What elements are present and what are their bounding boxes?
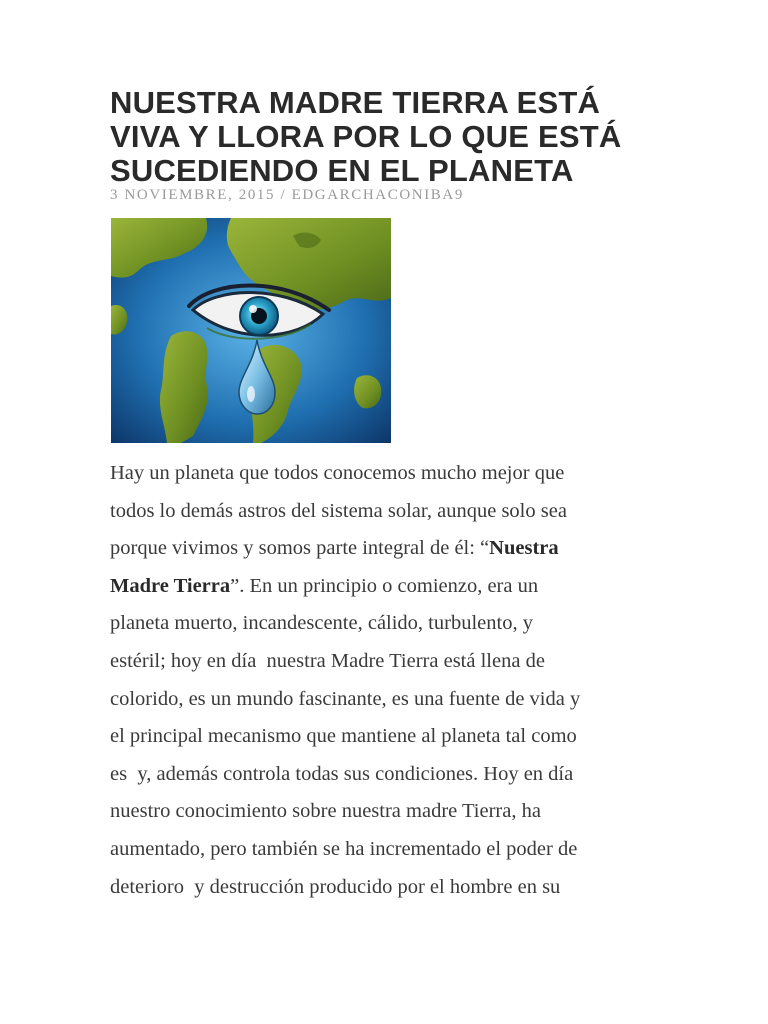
post-body bbox=[110, 455, 670, 906]
body-line: aumentado, pero también se ha incrementado el poder de bbox=[110, 837, 578, 860]
body-line: planeta muerto, incandescente, cálido, turbulento, y bbox=[110, 612, 533, 635]
post-title bbox=[110, 86, 670, 188]
body-line: colorido, es un mundo fascinante, es una fuente de vida y bbox=[110, 687, 581, 710]
post-date[interactable]: 3 NOVIEMBRE, 2015 bbox=[110, 187, 276, 203]
meta-separator: / bbox=[275, 187, 292, 203]
earth-crying-eye-image bbox=[111, 218, 391, 443]
earth-eye-illustration bbox=[111, 218, 391, 443]
bold-phrase: Madre Tierra bbox=[110, 574, 231, 597]
post-meta bbox=[110, 187, 464, 204]
body-line: todos lo demás astros del sistema solar, aunque solo sea bbox=[110, 499, 567, 522]
post-title-line: SUCEDIENDO EN EL PLANETA bbox=[110, 153, 574, 188]
body-line: estéril; hoy en día nuestra Madre Tierra está llena de bbox=[110, 649, 545, 672]
body-line: Madre Tierra”. En un principio o comienzo, era un bbox=[110, 574, 539, 597]
post-title-line: VIVA Y LLORA POR LO QUE ESTÁ bbox=[110, 119, 622, 154]
post-author[interactable]: EDGARCHACONIBA9 bbox=[291, 187, 464, 203]
body-line: Hay un planeta que todos conocemos mucho mejor que bbox=[110, 462, 565, 484]
body-line: es y, además controla todas sus condiciones. Hoy en día bbox=[110, 762, 574, 785]
body-line: nuestro conocimiento sobre nuestra madre Tierra, ha bbox=[110, 800, 541, 823]
bold-phrase: Nuestra bbox=[489, 537, 559, 560]
body-line: porque vivimos y somos parte integral de él: “Nuestra bbox=[110, 537, 559, 560]
body-line: deterioro y destrucción producido por el hombre en su bbox=[110, 875, 561, 898]
body-line: el principal mecanismo que mantiene al planeta tal como bbox=[110, 725, 577, 748]
post-title-line: NUESTRA MADRE TIERRA ESTÁ bbox=[110, 85, 601, 120]
